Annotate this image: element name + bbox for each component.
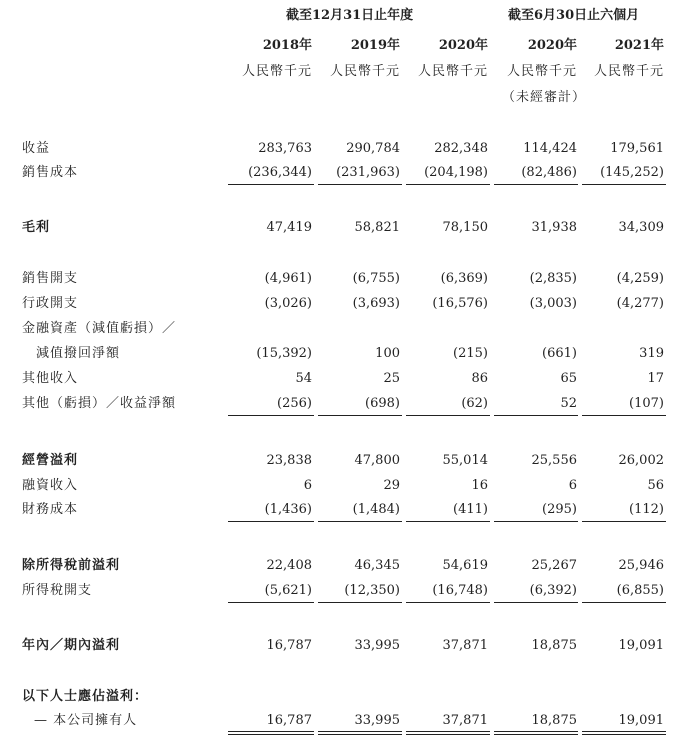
underline (318, 521, 402, 522)
row-label: — 本公司擁有人 (34, 713, 138, 728)
underline (406, 602, 490, 603)
cell-value: 37,871 (442, 638, 488, 653)
cell-value: (107) (629, 396, 664, 411)
cell-value: 25 (383, 371, 400, 386)
cell-value: 19,091 (618, 713, 664, 728)
table-row (0, 269, 684, 289)
table-row (0, 369, 684, 389)
table-row (0, 711, 684, 731)
table-row (0, 344, 684, 364)
cell-value: 78,150 (442, 220, 488, 235)
row-label: 金融資產（減值虧損）／ (22, 321, 177, 336)
underline (318, 184, 402, 185)
cell-value: 33,995 (354, 713, 400, 728)
cell-value: (6,855) (616, 583, 664, 598)
unit-header: 人民幣千元 (506, 64, 577, 79)
unit-header: 人民幣千元 (593, 64, 664, 79)
cell-value: 25,946 (618, 558, 664, 573)
double-underline (582, 731, 666, 735)
underline (228, 184, 314, 185)
cell-value: 17 (647, 371, 664, 386)
unit-header: 人民幣千元 (329, 64, 400, 79)
cell-value: 29 (383, 478, 400, 493)
cell-value: 16 (471, 478, 488, 493)
table-row (0, 139, 684, 159)
cell-value: (4,961) (264, 271, 312, 286)
underline (318, 415, 402, 416)
cell-value: (5,621) (264, 583, 312, 598)
cell-value: 86 (471, 371, 488, 386)
cell-value: 37,871 (442, 713, 488, 728)
cell-value: 100 (375, 346, 400, 361)
cell-value: 6 (568, 478, 577, 493)
table-row (0, 687, 684, 707)
cell-value: (256) (277, 396, 312, 411)
underline (582, 602, 666, 603)
underline (494, 415, 578, 416)
cell-value: (661) (542, 346, 577, 361)
cell-value: 290,784 (346, 141, 400, 156)
table-row (0, 476, 684, 496)
cell-value: (698) (365, 396, 400, 411)
cell-value: (16,576) (432, 296, 488, 311)
row-label: 所得稅開支 (22, 583, 93, 598)
cell-value: (62) (461, 396, 488, 411)
cell-value: (145,252) (600, 165, 664, 180)
row-label: 融資收入 (22, 478, 79, 493)
underline (582, 521, 666, 522)
cell-value: 19,091 (618, 638, 664, 653)
underline (228, 415, 314, 416)
cell-value: (236,344) (248, 165, 312, 180)
cell-value: 114,424 (523, 141, 577, 156)
row-label: 銷售開支 (22, 271, 79, 286)
underline (406, 415, 490, 416)
cell-value: (6,392) (529, 583, 577, 598)
row-label: 除所得稅前溢利 (22, 558, 121, 573)
cell-value: 52 (560, 396, 577, 411)
underline (406, 184, 490, 185)
cell-value: 282,348 (434, 141, 488, 156)
cell-value: 47,800 (354, 453, 400, 468)
row-label: 經營溢利 (22, 453, 79, 468)
unit-header: 人民幣千元 (241, 64, 312, 79)
underline (406, 521, 490, 522)
cell-value: (12,350) (344, 583, 400, 598)
table-row (0, 319, 684, 339)
cell-value: 179,561 (610, 141, 664, 156)
cell-value: 16,787 (266, 638, 312, 653)
row-label: 銷售成本 (22, 165, 79, 180)
year-header: 2020年 (438, 38, 488, 53)
underline (494, 184, 578, 185)
cell-value: 54,619 (442, 558, 488, 573)
unit-header: 人民幣千元 (417, 64, 488, 79)
cell-value: 33,995 (354, 638, 400, 653)
double-underline (494, 731, 578, 735)
cell-value: 58,821 (354, 220, 400, 235)
year-header: 2020年 (527, 38, 577, 53)
table-row (0, 163, 684, 183)
cell-value: 283,763 (258, 141, 312, 156)
double-underline (228, 731, 314, 735)
header-group-half: 截至6月30日止六個月 (508, 8, 640, 23)
cell-value: (6,755) (352, 271, 400, 286)
cell-value: (1,484) (352, 502, 400, 517)
underline (318, 602, 402, 603)
cell-value: 25,267 (531, 558, 577, 573)
cell-value: (1,436) (264, 502, 312, 517)
cell-value: (3,026) (264, 296, 312, 311)
row-label: 其他收入 (22, 371, 79, 386)
cell-value: (4,277) (616, 296, 664, 311)
underline (582, 184, 666, 185)
underline (494, 521, 578, 522)
year-header: 2018年 (262, 38, 312, 53)
unaudited-note: （未經審計） (501, 90, 586, 105)
cell-value: 55,014 (442, 453, 488, 468)
cell-value: 46,345 (354, 558, 400, 573)
cell-value: 65 (560, 371, 577, 386)
year-header: 2021年 (614, 38, 664, 53)
table-row (0, 581, 684, 601)
table-row (0, 394, 684, 414)
cell-value: 23,838 (266, 453, 312, 468)
underline (228, 602, 314, 603)
row-label: 收益 (22, 141, 51, 156)
cell-value: 6 (303, 478, 312, 493)
underline (582, 415, 666, 416)
table-row (0, 556, 684, 576)
row-label: 減值撥回淨額 (36, 346, 121, 361)
year-header: 2019年 (350, 38, 400, 53)
header-group-year: 截至12月31日止年度 (286, 8, 414, 23)
cell-value: 22,408 (266, 558, 312, 573)
cell-value: (231,963) (336, 165, 400, 180)
cell-value: 54 (295, 371, 312, 386)
table-row (0, 218, 684, 238)
cell-value: (6,369) (440, 271, 488, 286)
cell-value: (112) (629, 502, 664, 517)
row-label: 年內／期內溢利 (22, 638, 121, 653)
cell-value: 319 (639, 346, 664, 361)
cell-value: (204,198) (424, 165, 488, 180)
cell-value: (16,748) (432, 583, 488, 598)
cell-value: 25,556 (531, 453, 577, 468)
cell-value: (3,693) (352, 296, 400, 311)
cell-value: (15,392) (256, 346, 312, 361)
row-label: 財務成本 (22, 502, 79, 517)
row-label: 其他（虧損）／收益淨額 (22, 396, 177, 411)
table-row (0, 636, 684, 656)
row-label: 毛利 (22, 220, 51, 235)
row-label: 以下人士應佔溢利： (22, 689, 149, 704)
cell-value: 31,938 (531, 220, 577, 235)
cell-value: 18,875 (531, 713, 577, 728)
cell-value: (411) (453, 502, 488, 517)
table-row (0, 451, 684, 471)
cell-value: 56 (647, 478, 664, 493)
cell-value: (3,003) (529, 296, 577, 311)
underline (494, 602, 578, 603)
cell-value: (295) (542, 502, 577, 517)
cell-value: (4,259) (616, 271, 664, 286)
underline (228, 521, 314, 522)
double-underline (406, 731, 490, 735)
cell-value: 47,419 (266, 220, 312, 235)
cell-value: 16,787 (266, 713, 312, 728)
table-row (0, 294, 684, 314)
cell-value: 26,002 (618, 453, 664, 468)
cell-value: (2,835) (529, 271, 577, 286)
cell-value: (215) (453, 346, 488, 361)
table-row (0, 500, 684, 520)
double-underline (318, 731, 402, 735)
cell-value: 34,309 (618, 220, 664, 235)
cell-value: (82,486) (521, 165, 577, 180)
row-label: 行政開支 (22, 296, 79, 311)
cell-value: 18,875 (531, 638, 577, 653)
